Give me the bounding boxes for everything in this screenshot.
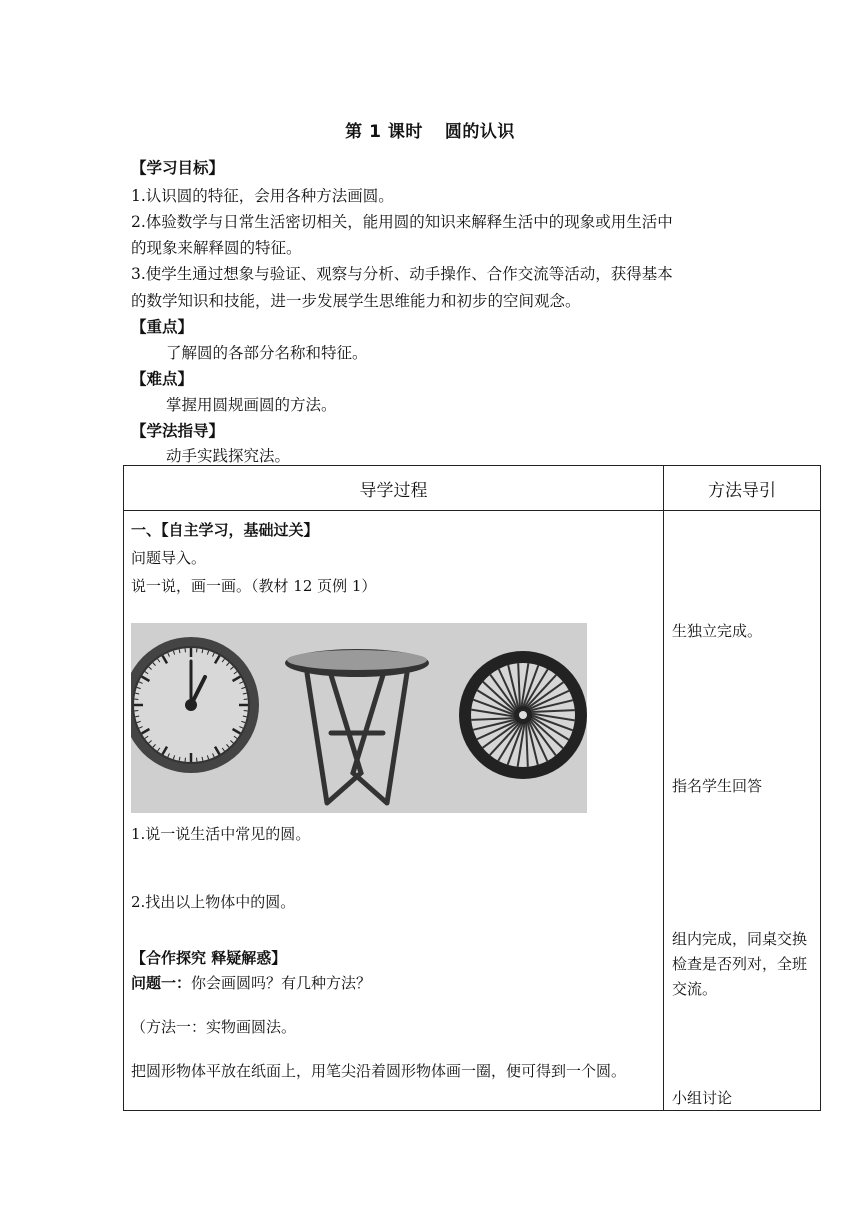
column-header-process: 导学过程 — [124, 466, 664, 511]
key-point-heading: 【重点】 — [131, 318, 194, 336]
problem-1-text: 你会画圆吗？有几种方法？ — [191, 974, 372, 992]
guide-cell — [664, 511, 821, 1111]
objective-2-line-1: 2.体验数学与日常生活密切相关，能用圆的知识来解释生活中的现象或用生活中 — [131, 213, 673, 231]
column-header-guide: 方法导引 — [664, 466, 821, 511]
method-1-description: 把圆形物体平放在纸面上，用笔尖沿着圆形物体画一圈，便可得到一个圆。 — [131, 1062, 627, 1080]
objective-3-line-2: 的数学知识和技能，进一步发展学生思维能力和初步的空间观念。 — [131, 292, 581, 310]
objectives-heading: 【学习目标】 — [131, 159, 225, 177]
question-1: 1.说一说生活中常见的圆。 — [131, 825, 311, 843]
guide-note-1: 生独立完成。 — [672, 622, 763, 640]
problem-1-label: 问题一： — [131, 974, 192, 992]
lesson-title — [0, 117, 860, 142]
objective-3-line-1: 3.使学生通过想象与验证、观察与分析、动手操作、合作交流等活动，获得基本 — [131, 265, 673, 283]
method-guide-heading: 【学法指导】 — [131, 422, 225, 440]
question-2: 2.找出以上物体中的圆。 — [131, 893, 296, 911]
difficulty-text: 掌握用圆规画圆的方法。 — [166, 396, 337, 414]
section-self-study: 一、【自主学习，基础过关】 — [131, 521, 319, 539]
lesson-topic: 圆的认识 — [444, 122, 515, 142]
lesson-table — [123, 465, 821, 1111]
round-table-icon — [285, 649, 429, 803]
process-cell — [124, 511, 664, 1111]
wheel-icon — [459, 651, 587, 779]
task-text: 说一说，画一画。（教材 12 页例 1） — [131, 577, 377, 595]
intro-text: 问题导入。 — [131, 549, 207, 567]
method-1: （方法一：实物画圆法。 — [131, 1018, 297, 1036]
method-guide-text: 动手实践探究法。 — [166, 447, 291, 465]
difficulty-heading: 【难点】 — [131, 370, 194, 388]
problem-1 — [131, 972, 371, 993]
guide-note-2: 指名学生回答 — [672, 777, 763, 795]
textbook-figure — [131, 623, 587, 813]
key-point-text: 了解圆的各部分名称和特征。 — [166, 344, 368, 362]
section-cooperation: 【合作探究 释疑解惑】 — [131, 949, 287, 967]
clock-icon — [131, 637, 259, 773]
lesson-number: 第 1 课时 — [345, 122, 423, 142]
objective-1: 1.认识圆的特征，会用各种方法画圆。 — [131, 187, 394, 205]
guide-note-4: 小组讨论 — [672, 1089, 733, 1107]
guide-note-3: 组内完成，同桌交换检查是否列对，全班交流。 — [672, 930, 808, 998]
objective-2-line-2: 的现象来解释圆的特征。 — [131, 239, 302, 257]
